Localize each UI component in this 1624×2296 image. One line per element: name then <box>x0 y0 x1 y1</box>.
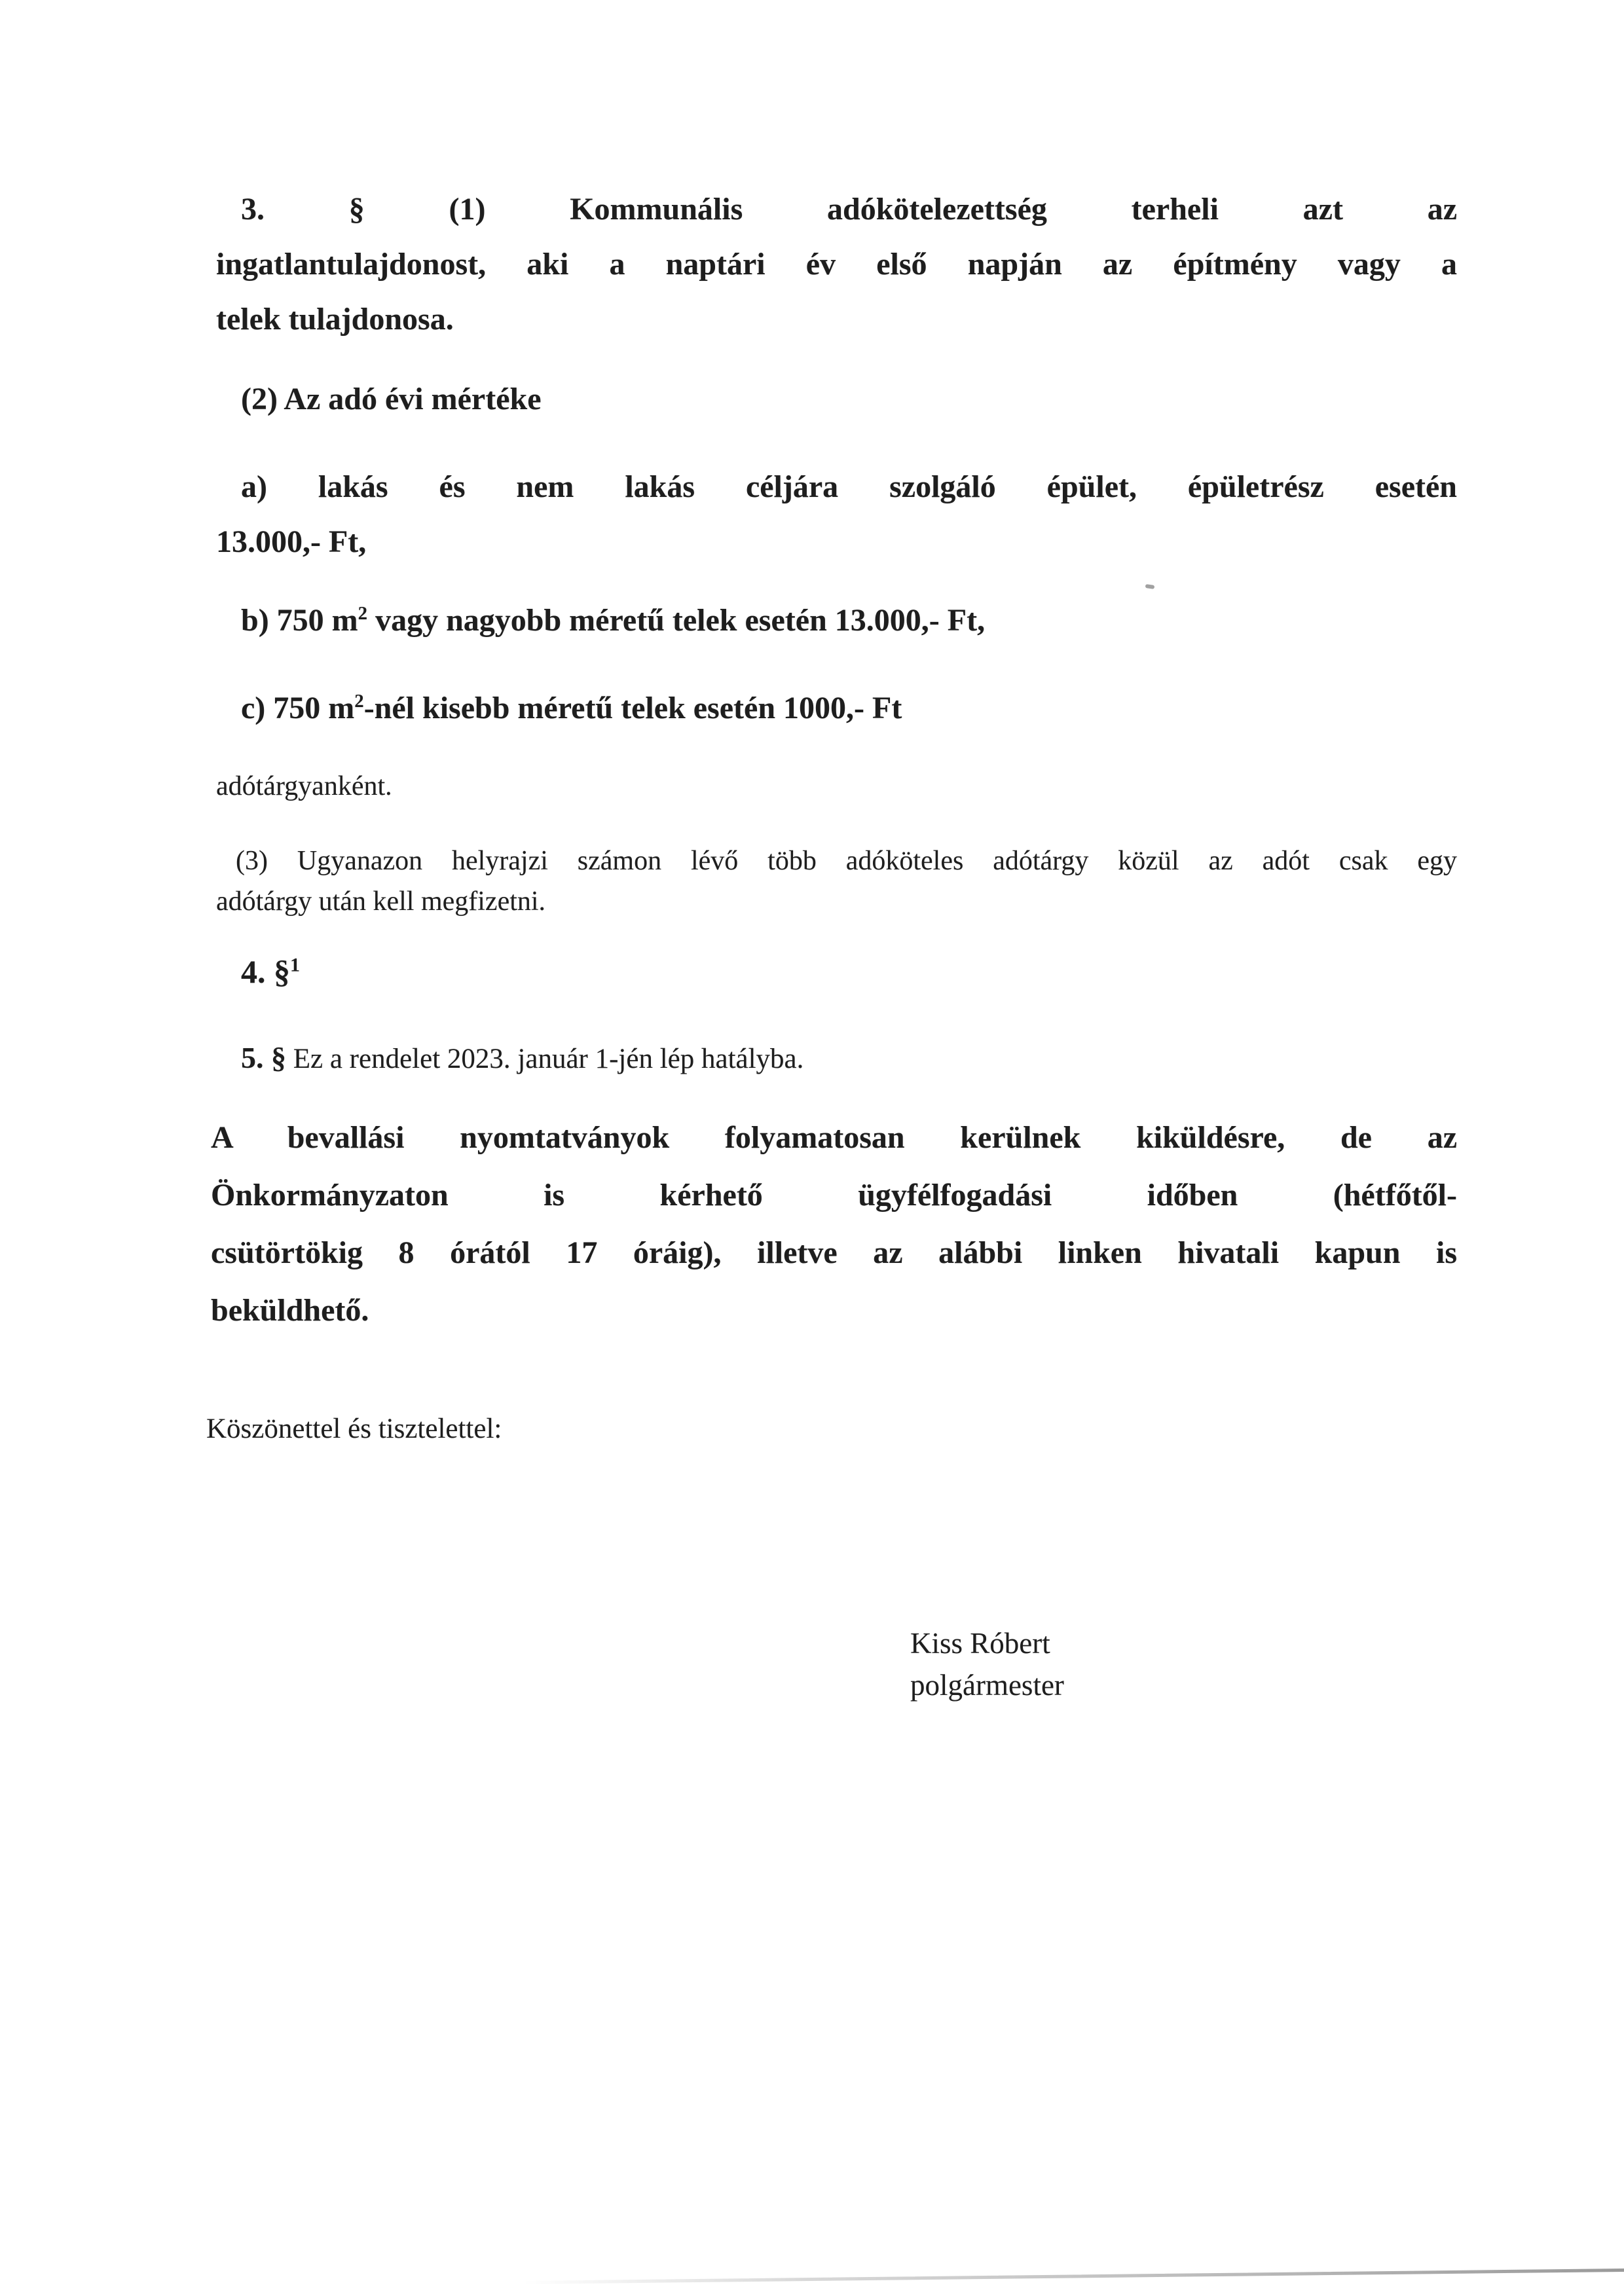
item-c-text: c) 750 m <box>241 691 355 725</box>
footnote-marker-1: 1 <box>290 954 300 976</box>
text-line: adótárgy után kell megfizetni. <box>216 886 546 917</box>
text-line: a) lakás és nem lakás céljára szolgáló épület, épületrész esetén <box>241 469 1457 504</box>
list-item-a <box>216 460 1457 570</box>
text-line: ingatlantulajdonost, aki a naptári év első napján az építmény vagy a <box>216 247 1457 282</box>
text-line: beküldhető. <box>211 1293 369 1328</box>
text-line: A bevallási nyomtatványok folyamatosan kerülnek kiküldésre, de az <box>211 1120 1457 1155</box>
per-tax-object-note: adótárgyanként. <box>216 771 392 801</box>
text-line: Önkormányzaton is kérhető ügyfélfogadási időben (hétfőtől- <box>211 1178 1457 1212</box>
signature-block <box>910 1622 1064 1706</box>
salutation: Köszönettel és tisztelettel: <box>206 1413 502 1444</box>
signer-name: Kiss Róbert <box>910 1627 1050 1660</box>
signer-title: polgármester <box>910 1669 1064 1702</box>
scan-page-edge-artifact <box>524 2269 1624 2284</box>
list-item-b <box>216 593 1457 648</box>
section-4-label: 4. § <box>241 953 290 990</box>
text-line: 13.000,- Ft, <box>216 524 367 559</box>
section-5-label: 5. § <box>241 1041 286 1074</box>
text-line: csütörtökig 8 órától 17 óráig), illetve az alábbi linken hivatali kapun is <box>211 1235 1457 1270</box>
item-c-text: -nél kisebb méretű telek esetén 1000,- Ft <box>363 691 902 725</box>
list-item-c <box>216 681 1457 736</box>
scan-speck-artifact <box>1145 584 1155 589</box>
item-b-text: b) 750 m <box>241 603 358 638</box>
text-line: 3. § (1) Kommunális adókötelezettség terheli azt az <box>241 192 1457 227</box>
section-5-text: Ez a rendelet 2023. január 1-jén lép hatályba. <box>286 1044 804 1074</box>
text-line: telek tulajdonosa. <box>216 302 454 337</box>
paragraph-section3-1 <box>216 182 1457 347</box>
paragraph-section3-3 <box>216 841 1457 922</box>
section-5-line <box>216 1038 1457 1079</box>
section-4-heading <box>216 944 1457 999</box>
superscript-2: 2 <box>358 603 368 624</box>
superscript-2: 2 <box>354 691 364 712</box>
text-line: (3) Ugyanazon helyrajzi számon lévő több adóköteles adótárgy közül az adót csak egy <box>236 846 1457 876</box>
item-b-text: vagy nagyobb méretű telek esetén 13.000,- Ft, <box>367 603 986 638</box>
closing-paragraph <box>211 1109 1457 1339</box>
heading-annual-tax-rate: (2) Az adó évi mértéke <box>241 382 542 416</box>
